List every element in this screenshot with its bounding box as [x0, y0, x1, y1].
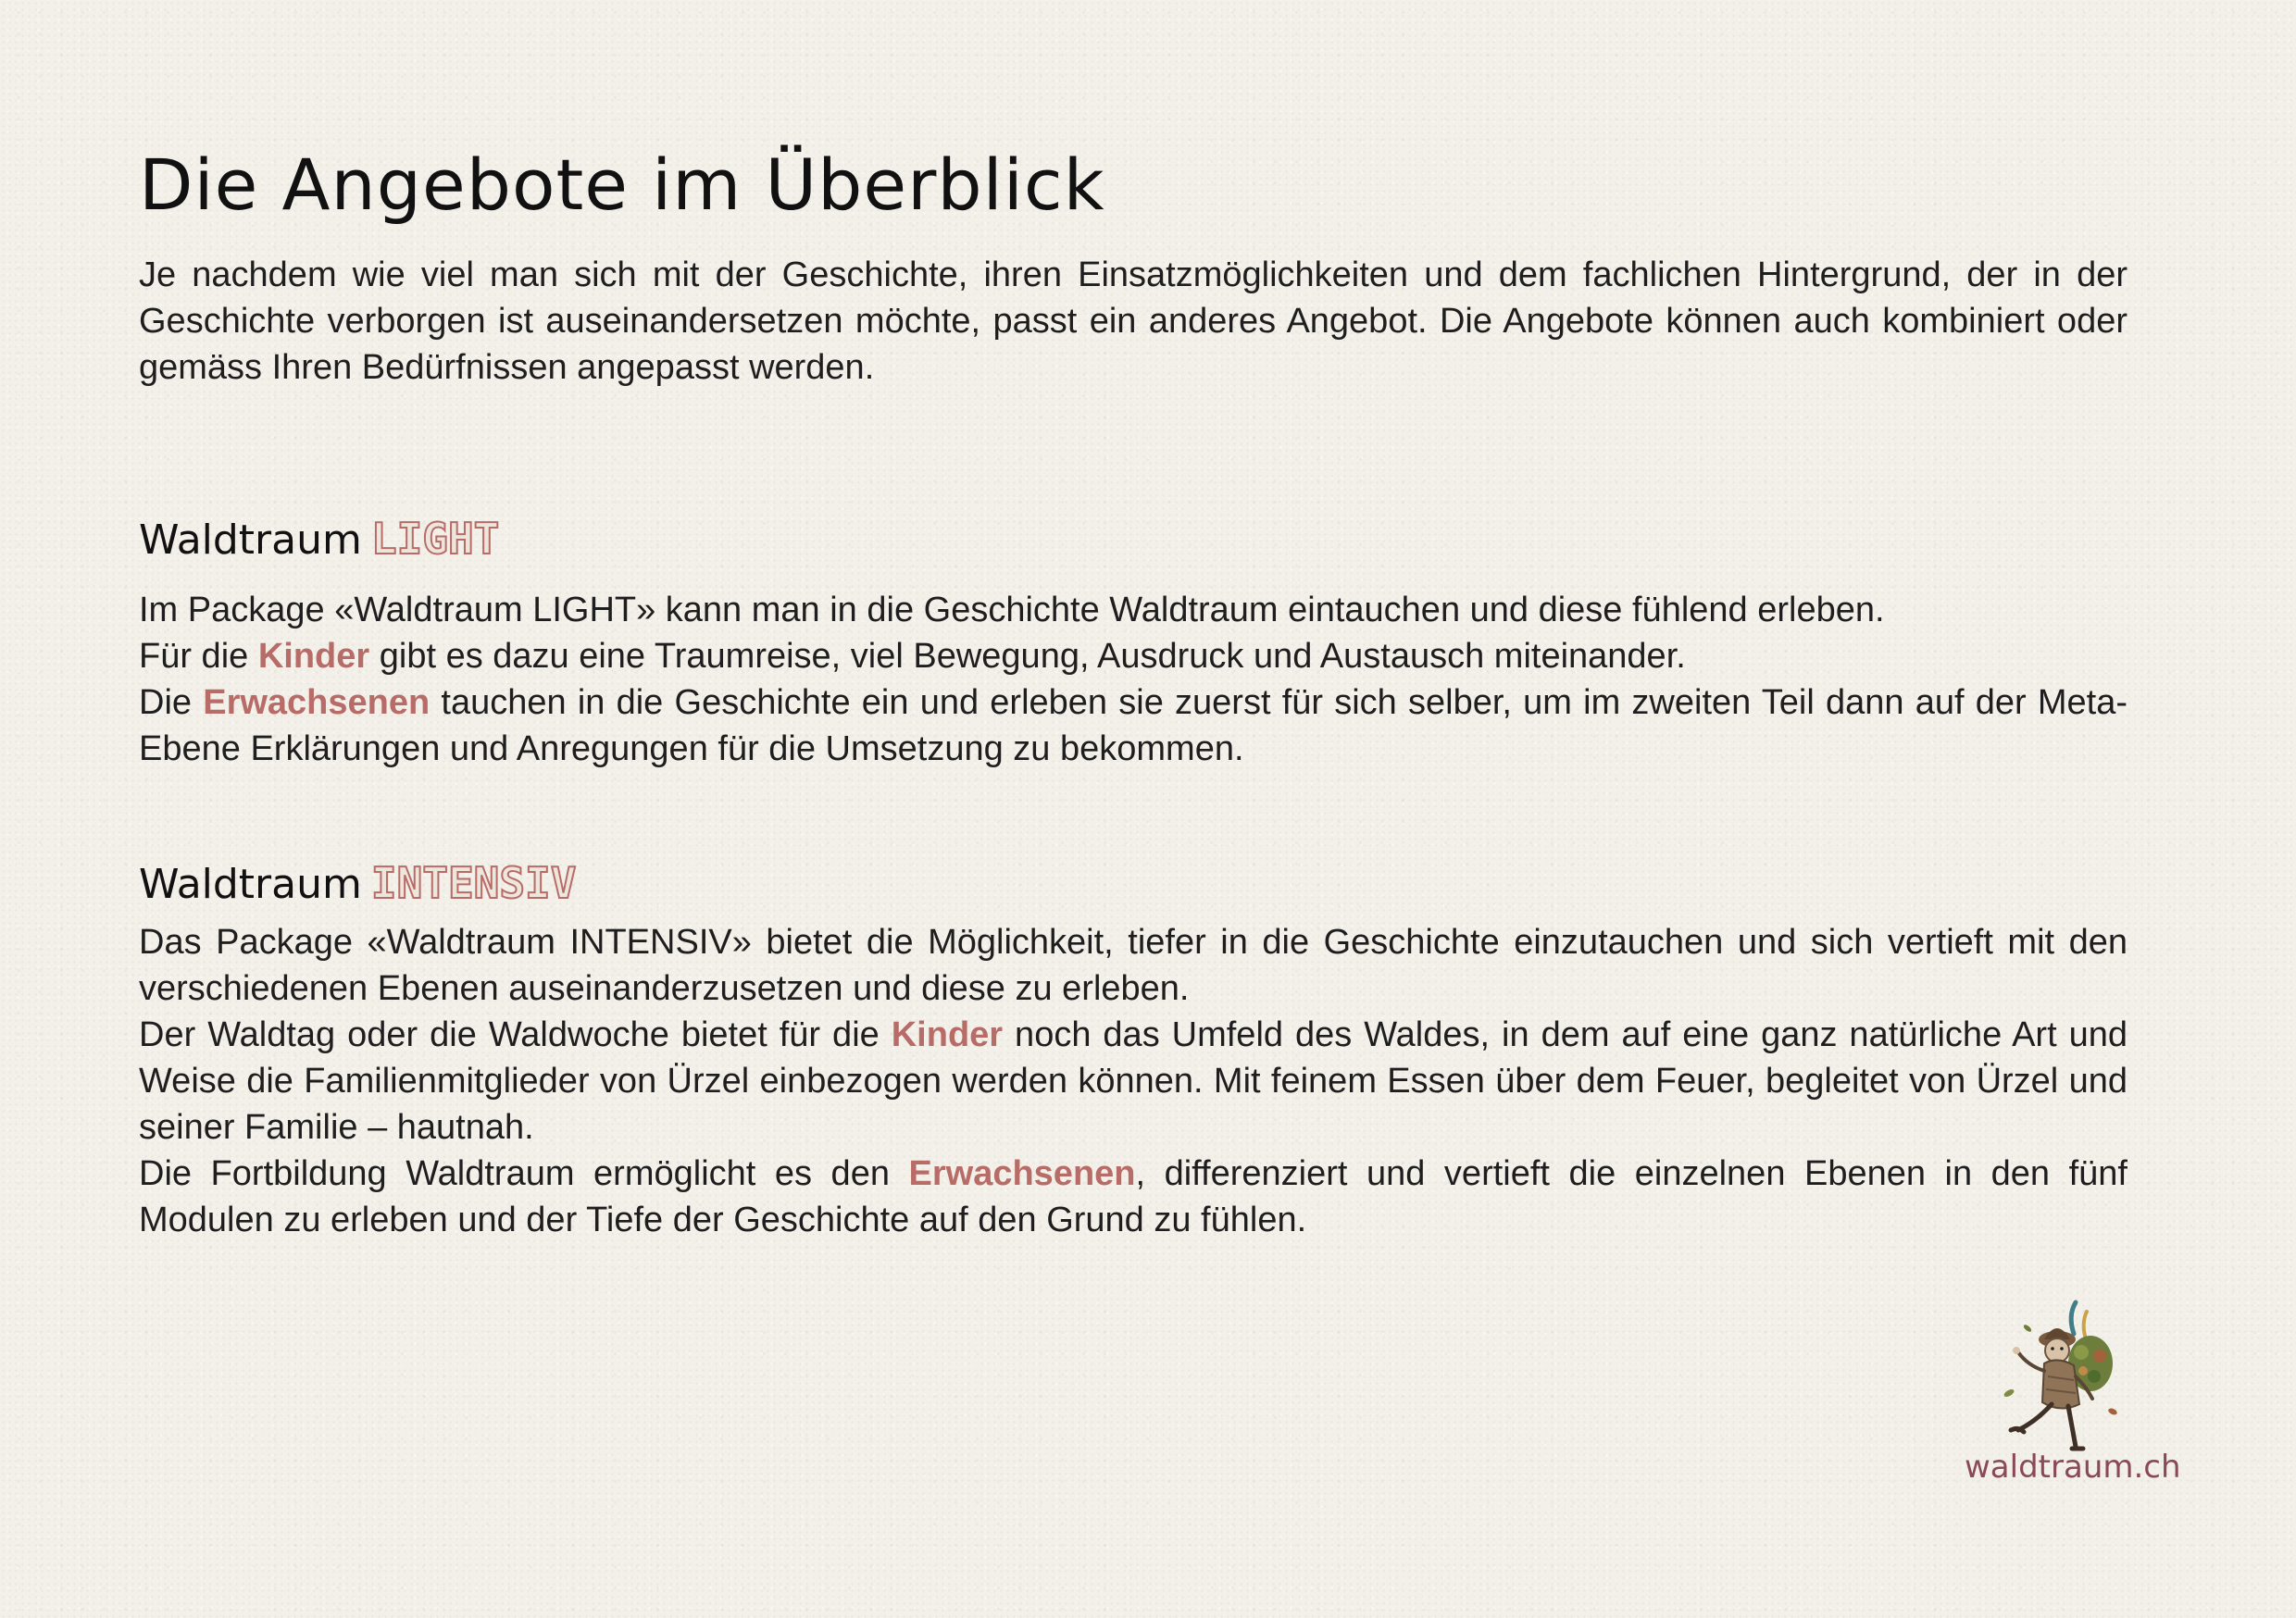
page-title: Die Angebote im Überblick	[139, 143, 1105, 226]
section-paragraph	[139, 633, 2128, 679]
section-heading-light	[139, 511, 499, 568]
page	[139, 0, 2128, 1618]
accent-kinder: Kinder	[891, 1015, 1004, 1054]
section-heading-prefix: Waldtraum	[139, 861, 362, 908]
accent-kinder: Kinder	[257, 637, 370, 676]
paragraph-text: Der Waldtag oder die Waldwoche bietet für die	[139, 1015, 892, 1054]
section-paragraph	[139, 1151, 2128, 1243]
paragraph-text: Die Fortbildung Waldtraum ermöglicht es den	[139, 1154, 909, 1193]
section-heading-intensiv	[139, 855, 576, 913]
section-body-light	[139, 587, 2128, 772]
section-paragraph: Im Package «Waldtraum LIGHT» kann man in die Geschichte Waldtraum eintauchen und diese fühlend erleben.	[139, 591, 1885, 629]
paragraph-text: noch das Umfeld des Waldes, in dem auf eine ganz natürliche Art und Weise die Familienmitglieder von Ürzel einbezogen werden können. Mit feinem Essen über dem Feuer, begleitet von Ürzel und seiner Familie – hautnah.	[139, 1015, 2128, 1147]
paragraph-text: Die	[139, 683, 204, 722]
section-heading-highlight: LIGHT	[370, 514, 500, 564]
accent-erwachsenen: Erwachsenen	[203, 683, 430, 722]
paragraph-text: gibt es dazu eine Traumreise, viel Bewegung, Ausdruck und Austausch miteinander.	[369, 637, 1686, 676]
section-paragraph	[139, 679, 2128, 772]
paragraph-text: Für die	[139, 637, 258, 676]
paragraph-text: , differenziert und vertieft die einzelnen Ebenen in den fünf Modulen zu erleben und der Tiefe der Geschichte auf den Grund zu fühlen.	[139, 1154, 2128, 1239]
accent-erwachsenen: Erwachsenen	[908, 1154, 1136, 1193]
paragraph-text: tauchen in die Geschichte ein und erleben sie zuerst für sich selber, um im zweiten Teil dann auf der Meta-Ebene Erklärungen und Anregungen für die Umsetzung zu bekommen.	[139, 683, 2128, 768]
section-paragraph: Das Package «Waldtraum INTENSIV» bietet die Möglichkeit, tiefer in die Geschichte einzutauchen und sich vertieft mit den verschiedenen Ebenen auseinanderzusetzen und diese zu erleben.	[139, 923, 2128, 1008]
section-heading-highlight: INTENSIV	[370, 858, 577, 908]
section-paragraph	[139, 1012, 2128, 1151]
intro-paragraph: Je nachdem wie viel man sich mit der Geschichte, ihren Einsatzmöglichkeiten und dem fachlichen Hintergrund, der in der Geschichte verborgen ist auseinandersetzen möchte, passt ein anderes Angebot. Die Angebote können auch kombiniert oder gemäss Ihren Bedürfnissen angepasst werden.	[139, 255, 2128, 387]
section-heading-prefix: Waldtraum	[139, 517, 362, 564]
section-body-intensiv	[139, 919, 2128, 1243]
site-name: waldtraum.ch	[1965, 1449, 2181, 1486]
